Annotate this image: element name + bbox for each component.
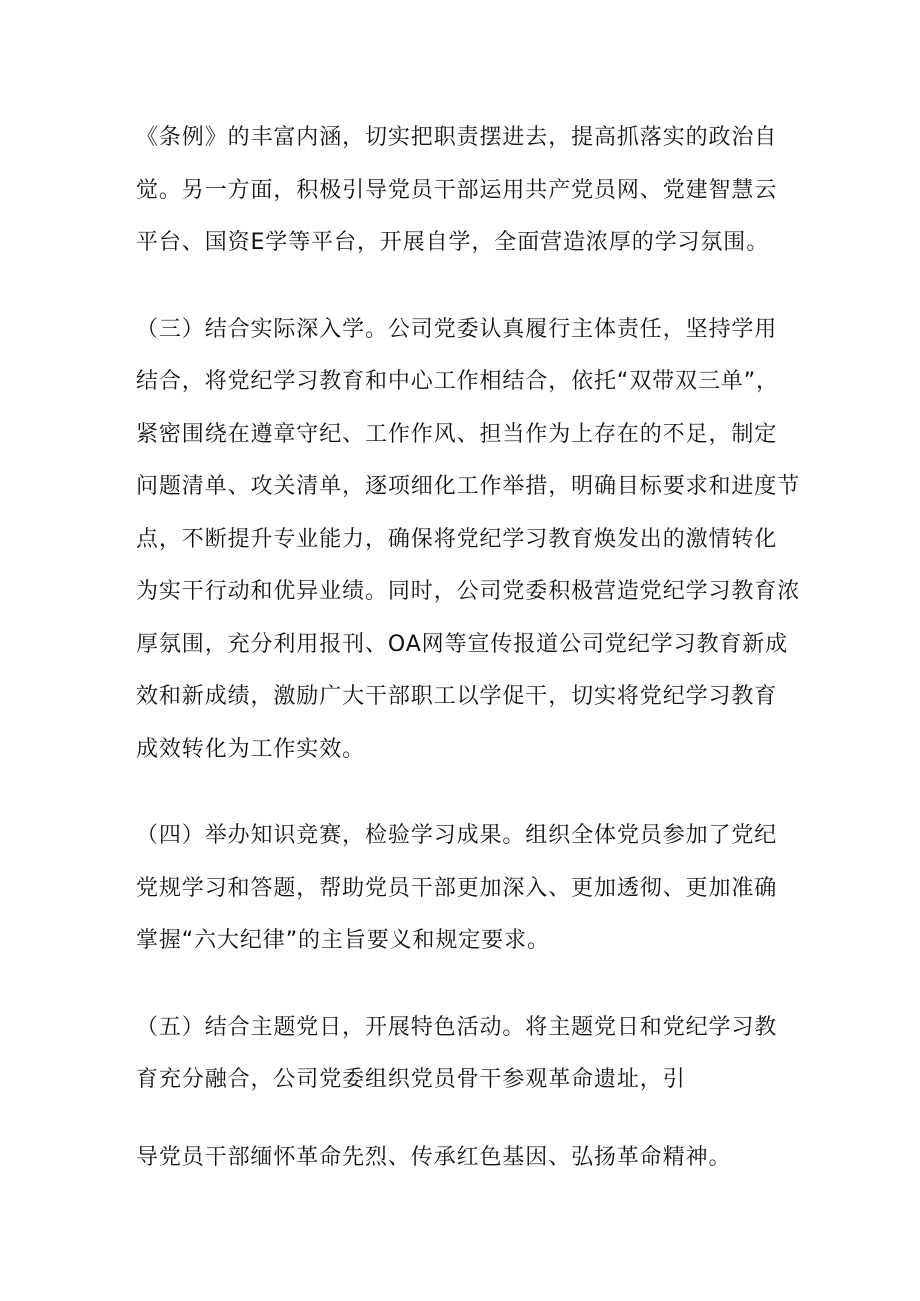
text-line: 厚氛围，充分利用报刊、OA网等宣传报道公司党纪学习教育新成: [136, 632, 789, 657]
text-line: 掌握“六大纪律”的主旨要义和规定要求。: [136, 928, 550, 953]
text-line: 《条例》的丰富内涵，切实把职责摆进去，提高抓落实的政治自: [136, 125, 778, 150]
text-line: 平台、国资E学等平台，开展自学，全面营造浓厚的学习氛围。: [136, 230, 770, 255]
text-line: （四）举办知识竞赛，检验学习成果。组织全体党员参加了党纪: [136, 823, 778, 848]
text-line: 问题清单、攻关清单，逐项细化工作举措，明确目标要求和进度节: [136, 474, 801, 499]
text-line: 紧密围绕在遵章守纪、工作作风、担当作为上存在的不足，制定: [136, 422, 778, 447]
text-line: 觉。另一方面，积极引导党员干部运用共产党员网、党建智慧云: [136, 178, 778, 203]
text-line: （三）结合实际深入学。公司党委认真履行主体责任，坚持学用: [136, 317, 778, 342]
text-line: 点，不断提升专业能力，确保将党纪学习教育焕发出的激情转化: [136, 527, 778, 552]
text-line: 为实干行动和优异业绩。同时，公司党委积极营造党纪学习教育浓: [136, 579, 801, 604]
text-line: （五）结合主题党日，开展特色活动。将主题党日和党纪学习教: [136, 1015, 778, 1040]
text-line: 育充分融合，公司党委组织党员骨干参观革命遗址，引: [136, 1067, 686, 1092]
text-line: 成效转化为工作实效。: [136, 737, 366, 762]
text-line: 党规学习和答题，帮助党员干部更加深入、更加透彻、更加准确: [136, 876, 778, 901]
text-line: 导党员干部缅怀革命先烈、传承红色基因、弘扬革命精神。: [136, 1145, 732, 1170]
text-line: 结合，将党纪学习教育和中心工作相结合，依托“双带双三单”，: [136, 369, 779, 394]
text-line: 效和新成绩，激励广大干部职工以学促干，切实将党纪学习教育: [136, 684, 778, 709]
